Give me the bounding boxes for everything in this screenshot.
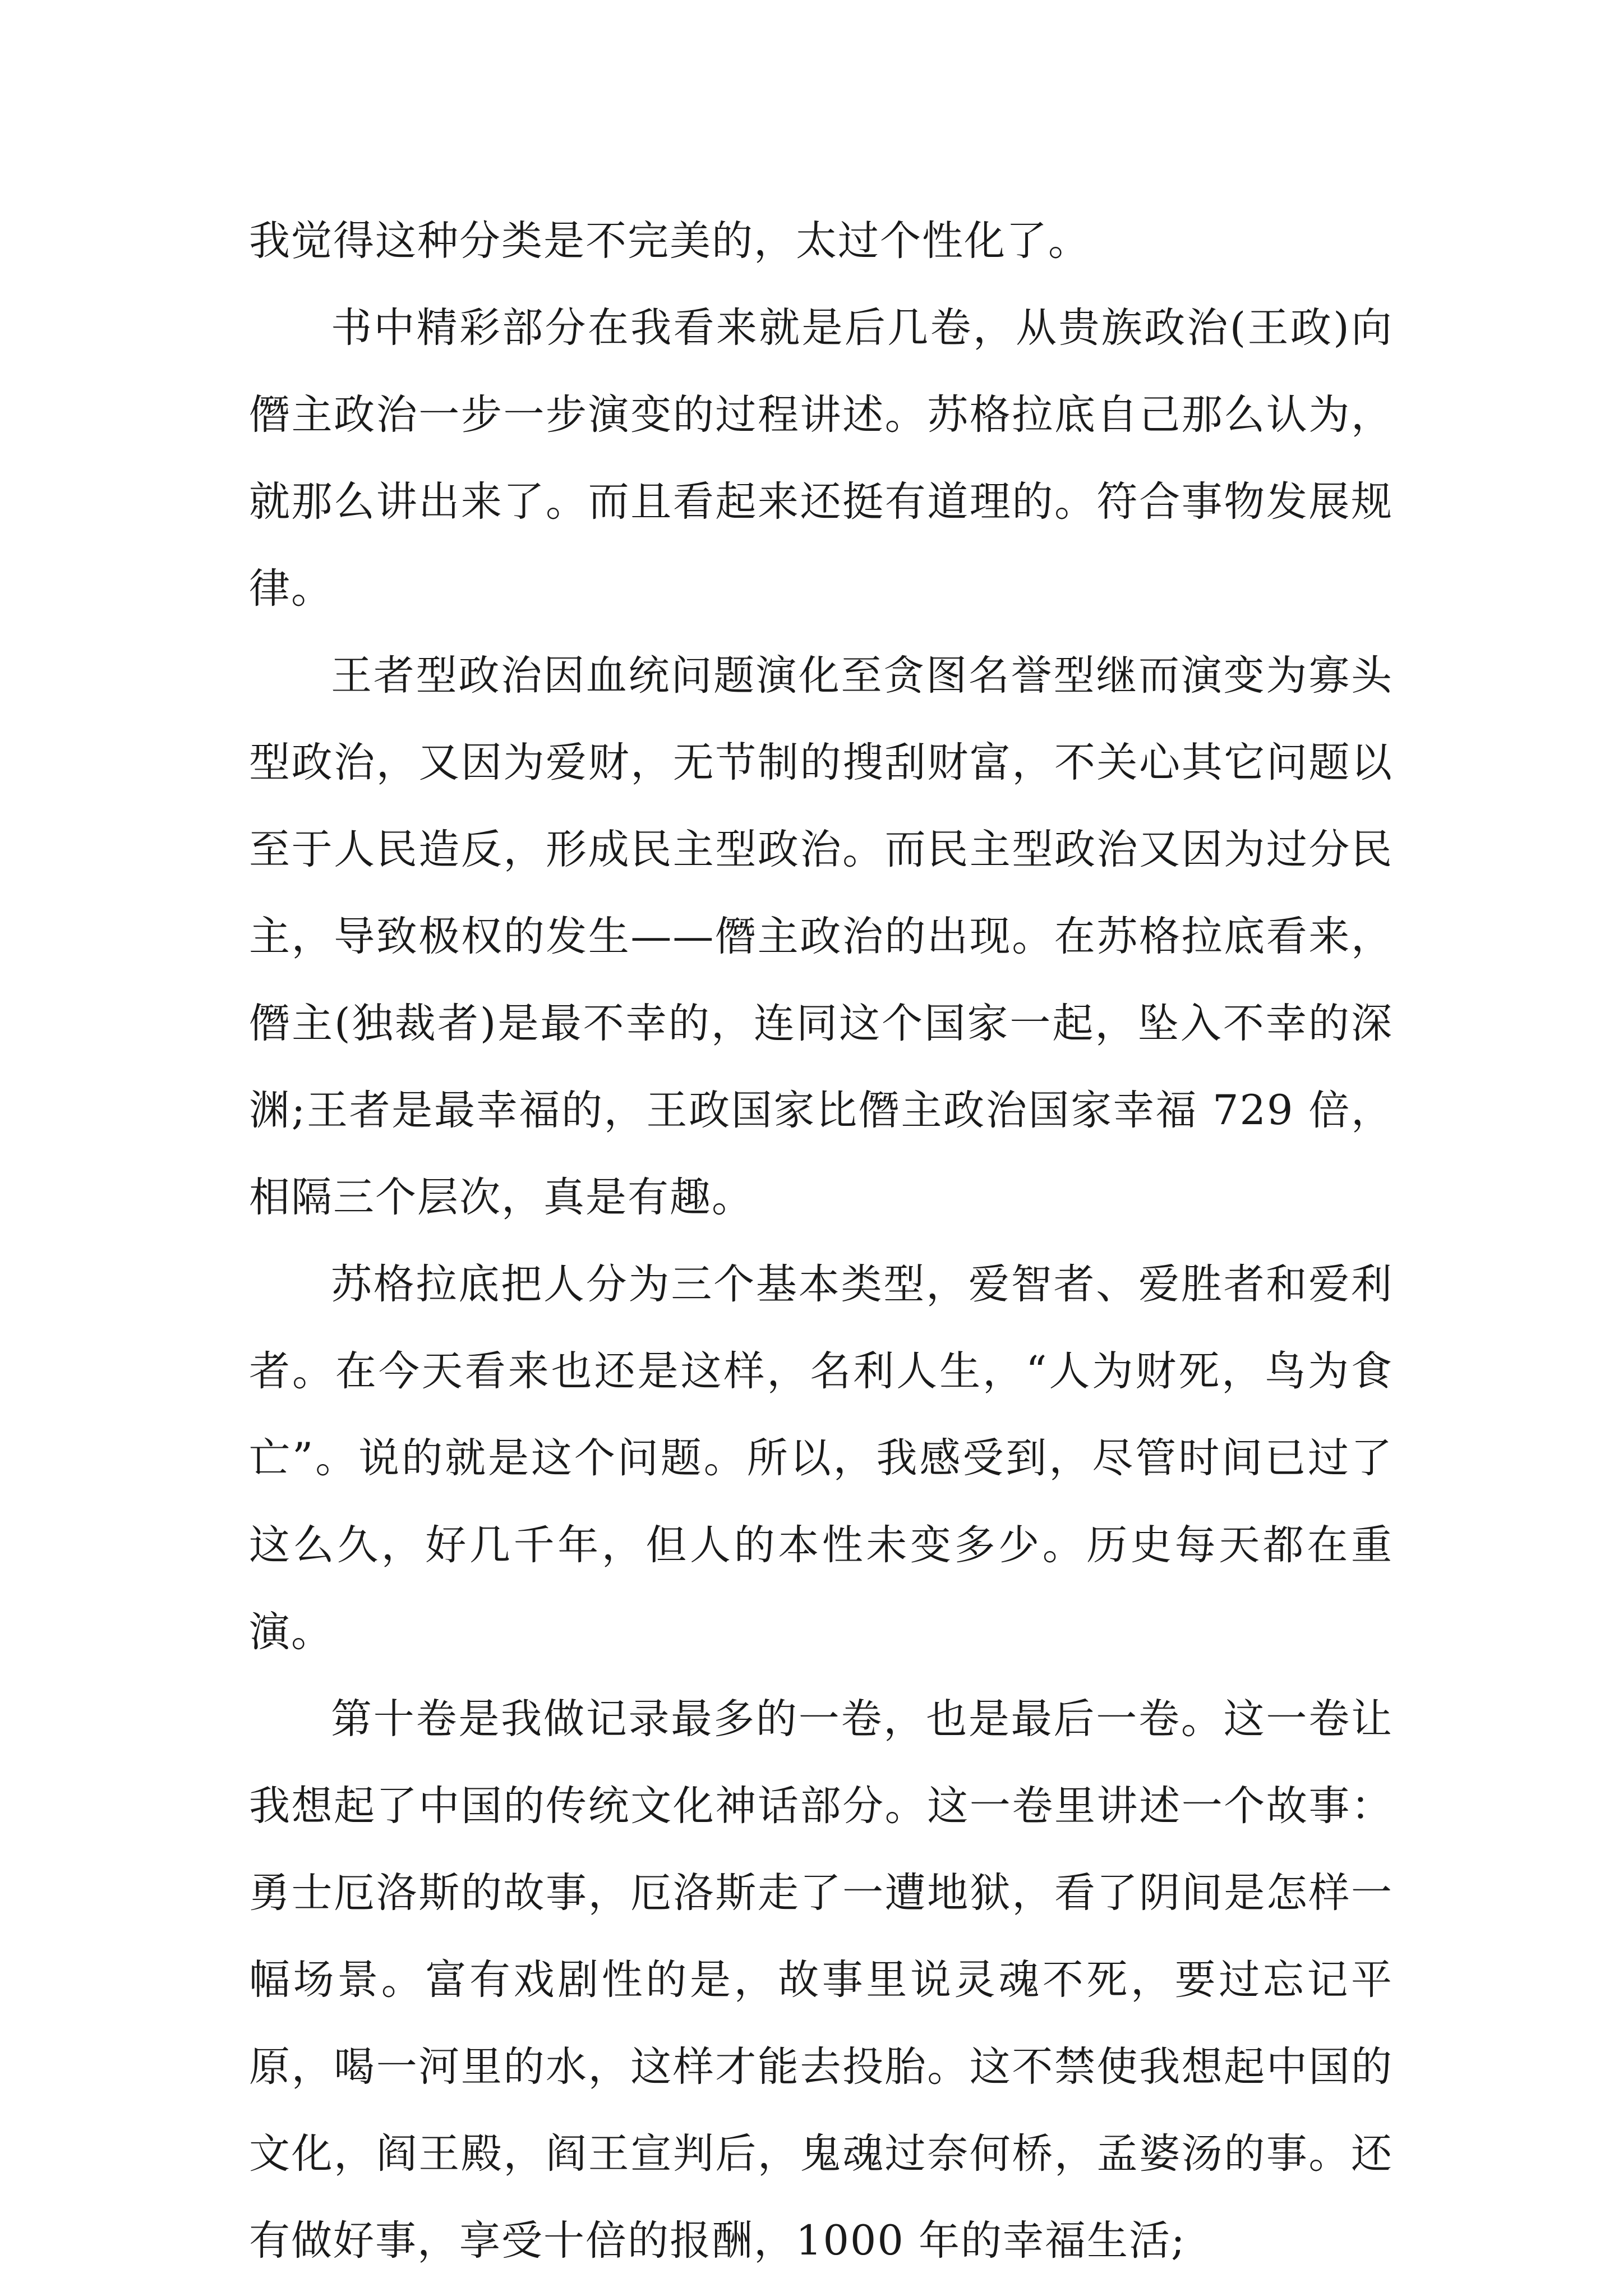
body-text <box>249 197 1393 2284</box>
paragraph-4: 苏格拉底把人分为三个基本类型，爱智者、爱胜者和爱利者。在今天看来也还是这样，名利人生，“人为财死，鸟为食亡”。说的就是这个问题。所以，我感受到，尽管时间已过了这么久，好几千年，但人的本性未变多少。历史每天都在重演。 <box>249 1260 1393 1656</box>
paragraph-2: 书中精彩部分在我看来就是后几卷，从贵族政治(王政)向僭主政治一步一步演变的过程讲述。苏格拉底自己那么认为，就那么讲出来了。而且看起来还挺有道理的。符合事物发展规律。 <box>249 304 1393 613</box>
paragraph-1: 我觉得这种分类是不完美的，太过个性化了。 <box>249 217 1090 265</box>
paragraph-5: 第十卷是我做记录最多的一卷，也是最后一卷。这一卷让我想起了中国的传统文化神话部分。这一卷里讲述一个故事：勇士厄洛斯的故事，厄洛斯走了一遭地狱，看了阴间是怎样一幅场景。富有戏剧性的是，故事里说灵魂不死，要过忘记平原，喝一河里的水，这样才能去投胎。这不禁使我想起中国的文化，阎王殿，阎王宣判后，鬼魂过奈何桥，孟婆汤的事。还有做好事，享受十倍的报酬，1000 年的幸福生活; <box>249 1695 1393 2265</box>
paragraph-3: 王者型政治因血统问题演化至贪图名誉型继而演变为寡头型政治，又因为爱财，无节制的搜刮财富，不关心其它问题以至于人民造反，形成民主型政治。而民主型政治又因为过分民主，导致极权的发生——僭主政治的出现。在苏格拉底看来，僭主(独裁者)是最不幸的，连同这个国家一起，坠入不幸的深渊;王者是最幸福的，王政国家比僭主政治国家幸福 729 倍，相隔三个层次，真是有趣。 <box>249 652 1393 1221</box>
